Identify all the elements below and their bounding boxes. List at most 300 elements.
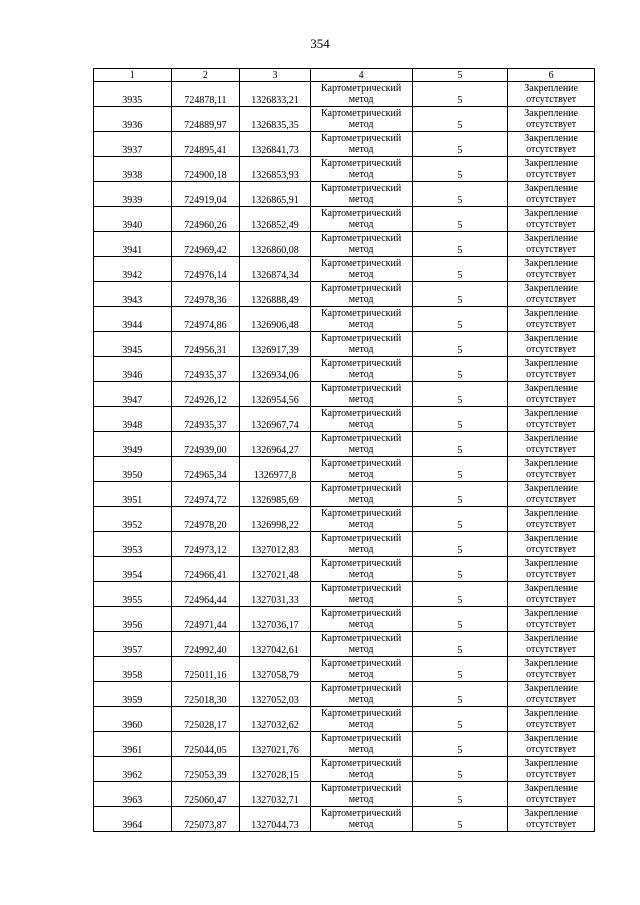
fixing-line-1: Закрепление xyxy=(524,558,578,569)
fixing-line-1: Закрепление xyxy=(524,633,578,644)
y-coordinate-cell: 1327021,48 xyxy=(240,557,311,582)
fixing-cell xyxy=(508,182,595,207)
y-coordinate-cell: 1326860,08 xyxy=(240,232,311,257)
y-coordinate-cell: 1326835,35 xyxy=(240,107,311,132)
x-coordinate-cell: 725028,17 xyxy=(171,707,240,732)
fixing-cell xyxy=(508,157,595,182)
x-coordinate-cell: 724976,14 xyxy=(171,257,240,282)
method-cell xyxy=(310,632,412,657)
fixing-line-1: Закрепление xyxy=(524,758,578,769)
fixing-cell xyxy=(508,232,595,257)
accuracy-cell: 5 xyxy=(412,357,508,382)
x-coordinate-cell: 724969,42 xyxy=(171,232,240,257)
method-cell xyxy=(310,782,412,807)
method-cell xyxy=(310,307,412,332)
x-coordinate-cell: 724935,37 xyxy=(171,357,240,382)
table-row xyxy=(94,382,595,407)
y-coordinate-cell: 1327044,73 xyxy=(240,807,311,832)
method-line-1: Картометрический xyxy=(321,608,402,619)
y-coordinate-cell: 1326985,69 xyxy=(240,482,311,507)
method-line-1: Картометрический xyxy=(321,358,402,369)
fixing-line-1: Закрепление xyxy=(524,583,578,594)
point-number-cell: 3950 xyxy=(94,457,172,482)
accuracy-cell: 5 xyxy=(412,132,508,157)
fixing-cell xyxy=(508,757,595,782)
fixing-line-1: Закрепление xyxy=(524,108,578,119)
column-header-5: 5 xyxy=(412,69,508,82)
fixing-line-2: отсутствует xyxy=(526,269,577,280)
x-coordinate-cell: 724992,40 xyxy=(171,632,240,657)
method-line-2: метод xyxy=(348,119,374,130)
method-line-2: метод xyxy=(348,719,374,730)
method-cell xyxy=(310,157,412,182)
fixing-line-2: отсутствует xyxy=(526,569,577,580)
x-coordinate-cell: 724878,11 xyxy=(171,82,240,107)
table-row xyxy=(94,357,595,382)
fixing-line-2: отсутствует xyxy=(526,644,577,655)
fixing-cell xyxy=(508,307,595,332)
fixing-line-2: отсутствует xyxy=(526,444,577,455)
accuracy-cell: 5 xyxy=(412,207,508,232)
method-line-1: Картометрический xyxy=(321,133,402,144)
accuracy-cell: 5 xyxy=(412,632,508,657)
point-number-cell: 3949 xyxy=(94,432,172,457)
fixing-line-1: Закрепление xyxy=(524,458,578,469)
accuracy-cell: 5 xyxy=(412,257,508,282)
fixing-cell xyxy=(508,332,595,357)
accuracy-cell: 5 xyxy=(412,582,508,607)
table-row xyxy=(94,82,595,107)
x-coordinate-cell: 724974,72 xyxy=(171,482,240,507)
y-coordinate-cell: 1327031,33 xyxy=(240,582,311,607)
fixing-line-2: отсутствует xyxy=(526,719,577,730)
fixing-line-2: отсутствует xyxy=(526,219,577,230)
accuracy-cell: 5 xyxy=(412,682,508,707)
accuracy-cell: 5 xyxy=(412,107,508,132)
x-coordinate-cell: 724978,20 xyxy=(171,507,240,532)
point-number-cell: 3964 xyxy=(94,807,172,832)
table-row xyxy=(94,782,595,807)
table-row xyxy=(94,757,595,782)
point-number-cell: 3951 xyxy=(94,482,172,507)
fixing-line-1: Закрепление xyxy=(524,483,578,494)
table-row xyxy=(94,207,595,232)
fixing-line-2: отсутствует xyxy=(526,619,577,630)
method-line-2: метод xyxy=(348,644,374,655)
method-line-2: метод xyxy=(348,219,374,230)
y-coordinate-cell: 1326934,06 xyxy=(240,357,311,382)
y-coordinate-cell: 1326977,8 xyxy=(240,457,311,482)
column-header-2: 2 xyxy=(171,69,240,82)
point-number-cell: 3935 xyxy=(94,82,172,107)
point-number-cell: 3957 xyxy=(94,632,172,657)
method-cell xyxy=(310,432,412,457)
method-line-1: Картометрический xyxy=(321,733,402,744)
y-coordinate-cell: 1327021,76 xyxy=(240,732,311,757)
method-cell xyxy=(310,682,412,707)
method-line-1: Картометрический xyxy=(321,458,402,469)
fixing-line-2: отсутствует xyxy=(526,519,577,530)
method-line-1: Картометрический xyxy=(321,258,402,269)
table-row xyxy=(94,157,595,182)
fixing-line-2: отсутствует xyxy=(526,494,577,505)
method-line-2: метод xyxy=(348,194,374,205)
method-line-2: метод xyxy=(348,244,374,255)
fixing-line-2: отсутствует xyxy=(526,319,577,330)
method-cell xyxy=(310,382,412,407)
fixing-cell xyxy=(508,532,595,557)
y-coordinate-cell: 1327028,15 xyxy=(240,757,311,782)
method-line-2: метод xyxy=(348,169,374,180)
method-cell xyxy=(310,607,412,632)
point-number-cell: 3954 xyxy=(94,557,172,582)
fixing-cell xyxy=(508,457,595,482)
table-row xyxy=(94,407,595,432)
table-row xyxy=(94,807,595,832)
fixing-line-2: отсутствует xyxy=(526,544,577,555)
x-coordinate-cell: 725073,87 xyxy=(171,807,240,832)
x-coordinate-cell: 724956,31 xyxy=(171,332,240,357)
accuracy-cell: 5 xyxy=(412,407,508,432)
method-line-1: Картометрический xyxy=(321,108,402,119)
method-cell xyxy=(310,582,412,607)
point-number-cell: 3936 xyxy=(94,107,172,132)
method-cell xyxy=(310,732,412,757)
y-coordinate-cell: 1327042,61 xyxy=(240,632,311,657)
table-row xyxy=(94,282,595,307)
method-line-1: Картометрический xyxy=(321,558,402,569)
method-line-2: метод xyxy=(348,444,374,455)
table-row xyxy=(94,182,595,207)
point-number-cell: 3943 xyxy=(94,282,172,307)
point-number-cell: 3959 xyxy=(94,682,172,707)
fixing-cell xyxy=(508,582,595,607)
method-line-1: Картометрический xyxy=(321,508,402,519)
method-line-1: Картометрический xyxy=(321,633,402,644)
fixing-cell xyxy=(508,482,595,507)
table-row xyxy=(94,457,595,482)
method-line-1: Картометрический xyxy=(321,683,402,694)
x-coordinate-cell: 724965,34 xyxy=(171,457,240,482)
x-coordinate-cell: 724964,44 xyxy=(171,582,240,607)
point-number-cell: 3947 xyxy=(94,382,172,407)
fixing-line-1: Закрепление xyxy=(524,733,578,744)
column-header-1: 1 xyxy=(94,69,172,82)
method-cell xyxy=(310,282,412,307)
x-coordinate-cell: 724960,26 xyxy=(171,207,240,232)
fixing-line-2: отсутствует xyxy=(526,294,577,305)
method-line-1: Картометрический xyxy=(321,208,402,219)
fixing-cell xyxy=(508,782,595,807)
method-line-1: Картометрический xyxy=(321,758,402,769)
table-row xyxy=(94,132,595,157)
accuracy-cell: 5 xyxy=(412,807,508,832)
fixing-line-2: отсутствует xyxy=(526,394,577,405)
y-coordinate-cell: 1326874,34 xyxy=(240,257,311,282)
table-body xyxy=(94,82,595,832)
fixing-cell xyxy=(508,807,595,832)
accuracy-cell: 5 xyxy=(412,432,508,457)
table-row xyxy=(94,307,595,332)
table-row xyxy=(94,682,595,707)
method-line-2: метод xyxy=(348,269,374,280)
fixing-cell xyxy=(508,607,595,632)
accuracy-cell: 5 xyxy=(412,557,508,582)
method-cell xyxy=(310,82,412,107)
fixing-line-1: Закрепление xyxy=(524,333,578,344)
x-coordinate-cell: 725044,05 xyxy=(171,732,240,757)
method-line-2: метод xyxy=(348,569,374,580)
table-row xyxy=(94,532,595,557)
accuracy-cell: 5 xyxy=(412,182,508,207)
accuracy-cell: 5 xyxy=(412,607,508,632)
coordinates-table xyxy=(93,68,595,832)
accuracy-cell: 5 xyxy=(412,782,508,807)
table-row xyxy=(94,332,595,357)
y-coordinate-cell: 1327032,71 xyxy=(240,782,311,807)
fixing-cell xyxy=(508,657,595,682)
fixing-line-2: отсутствует xyxy=(526,669,577,680)
fixing-line-2: отсутствует xyxy=(526,344,577,355)
fixing-cell xyxy=(508,557,595,582)
y-coordinate-cell: 1327036,17 xyxy=(240,607,311,632)
method-cell xyxy=(310,557,412,582)
method-line-2: метод xyxy=(348,794,374,805)
y-coordinate-cell: 1326906,48 xyxy=(240,307,311,332)
y-coordinate-cell: 1326853,93 xyxy=(240,157,311,182)
fixing-line-1: Закрепление xyxy=(524,283,578,294)
fixing-line-1: Закрепление xyxy=(524,358,578,369)
fixing-line-2: отсутствует xyxy=(526,169,577,180)
y-coordinate-cell: 1327058,79 xyxy=(240,657,311,682)
y-coordinate-cell: 1326967,74 xyxy=(240,407,311,432)
x-coordinate-cell: 724939,00 xyxy=(171,432,240,457)
x-coordinate-cell: 724973,12 xyxy=(171,532,240,557)
column-header-4: 4 xyxy=(310,69,412,82)
method-line-2: метод xyxy=(348,94,374,105)
x-coordinate-cell: 725018,30 xyxy=(171,682,240,707)
method-line-1: Картометрический xyxy=(321,183,402,194)
x-coordinate-cell: 724974,86 xyxy=(171,307,240,332)
point-number-cell: 3945 xyxy=(94,332,172,357)
method-line-1: Картометрический xyxy=(321,483,402,494)
method-line-1: Картометрический xyxy=(321,408,402,419)
method-line-2: метод xyxy=(348,669,374,680)
method-line-2: метод xyxy=(348,319,374,330)
table-row xyxy=(94,707,595,732)
fixing-line-1: Закрепление xyxy=(524,608,578,619)
method-line-2: метод xyxy=(348,394,374,405)
method-cell xyxy=(310,107,412,132)
method-cell xyxy=(310,532,412,557)
table-row xyxy=(94,732,595,757)
method-cell xyxy=(310,407,412,432)
method-cell xyxy=(310,757,412,782)
fixing-line-2: отсутствует xyxy=(526,119,577,130)
y-coordinate-cell: 1326833,21 xyxy=(240,82,311,107)
point-number-cell: 3952 xyxy=(94,507,172,532)
y-coordinate-cell: 1327012,83 xyxy=(240,532,311,557)
method-line-1: Картометрический xyxy=(321,783,402,794)
y-coordinate-cell: 1326852,49 xyxy=(240,207,311,232)
method-cell xyxy=(310,332,412,357)
method-line-1: Картометрический xyxy=(321,383,402,394)
fixing-cell xyxy=(508,707,595,732)
method-line-2: метод xyxy=(348,819,374,830)
y-coordinate-cell: 1326888,49 xyxy=(240,282,311,307)
accuracy-cell: 5 xyxy=(412,232,508,257)
method-cell xyxy=(310,657,412,682)
method-line-2: метод xyxy=(348,369,374,380)
fixing-cell xyxy=(508,282,595,307)
method-cell xyxy=(310,357,412,382)
point-number-cell: 3948 xyxy=(94,407,172,432)
method-line-1: Картометрический xyxy=(321,308,402,319)
fixing-line-2: отсутствует xyxy=(526,94,577,105)
accuracy-cell: 5 xyxy=(412,457,508,482)
table-row xyxy=(94,507,595,532)
point-number-cell: 3938 xyxy=(94,157,172,182)
fixing-line-1: Закрепление xyxy=(524,158,578,169)
y-coordinate-cell: 1327052,03 xyxy=(240,682,311,707)
method-cell xyxy=(310,457,412,482)
point-number-cell: 3940 xyxy=(94,207,172,232)
fixing-line-2: отсутствует xyxy=(526,194,577,205)
x-coordinate-cell: 724971,44 xyxy=(171,607,240,632)
x-coordinate-cell: 724919,04 xyxy=(171,182,240,207)
method-cell xyxy=(310,182,412,207)
page-number: 354 xyxy=(310,36,330,51)
fixing-cell xyxy=(508,682,595,707)
method-cell xyxy=(310,482,412,507)
method-line-1: Картометрический xyxy=(321,233,402,244)
fixing-line-2: отсутствует xyxy=(526,244,577,255)
header-row xyxy=(94,69,595,82)
fixing-line-1: Закрепление xyxy=(524,83,578,94)
x-coordinate-cell: 724966,41 xyxy=(171,557,240,582)
method-cell xyxy=(310,132,412,157)
method-line-1: Картометрический xyxy=(321,158,402,169)
table-row xyxy=(94,432,595,457)
fixing-line-1: Закрепление xyxy=(524,308,578,319)
method-cell xyxy=(310,232,412,257)
x-coordinate-cell: 724895,41 xyxy=(171,132,240,157)
fixing-line-1: Закрепление xyxy=(524,433,578,444)
method-line-1: Картометрический xyxy=(321,433,402,444)
fixing-cell xyxy=(508,632,595,657)
method-line-2: метод xyxy=(348,544,374,555)
column-header-6: 6 xyxy=(508,69,595,82)
accuracy-cell: 5 xyxy=(412,707,508,732)
method-line-1: Картометрический xyxy=(321,533,402,544)
table-row xyxy=(94,632,595,657)
method-line-2: метод xyxy=(348,419,374,430)
method-line-1: Картометрический xyxy=(321,658,402,669)
fixing-line-1: Закрепление xyxy=(524,233,578,244)
accuracy-cell: 5 xyxy=(412,157,508,182)
point-number-cell: 3937 xyxy=(94,132,172,157)
fixing-cell xyxy=(508,257,595,282)
fixing-line-2: отсутствует xyxy=(526,694,577,705)
y-coordinate-cell: 1327032,62 xyxy=(240,707,311,732)
method-line-1: Картометрический xyxy=(321,583,402,594)
method-line-2: метод xyxy=(348,769,374,780)
accuracy-cell: 5 xyxy=(412,307,508,332)
point-number-cell: 3944 xyxy=(94,307,172,332)
point-number-cell: 3961 xyxy=(94,732,172,757)
point-number-cell: 3942 xyxy=(94,257,172,282)
method-line-2: метод xyxy=(348,619,374,630)
fixing-cell xyxy=(508,732,595,757)
table-header xyxy=(94,69,595,82)
point-number-cell: 3958 xyxy=(94,657,172,682)
fixing-line-1: Закрепление xyxy=(524,133,578,144)
accuracy-cell: 5 xyxy=(412,382,508,407)
method-line-2: метод xyxy=(348,694,374,705)
x-coordinate-cell: 724935,37 xyxy=(171,407,240,432)
y-coordinate-cell: 1326998,22 xyxy=(240,507,311,532)
fixing-cell xyxy=(508,407,595,432)
fixing-line-1: Закрепление xyxy=(524,658,578,669)
method-line-2: метод xyxy=(348,344,374,355)
fixing-cell xyxy=(508,382,595,407)
fixing-line-1: Закрепление xyxy=(524,508,578,519)
point-number-cell: 3955 xyxy=(94,582,172,607)
fixing-line-1: Закрепление xyxy=(524,683,578,694)
fixing-line-1: Закрепление xyxy=(524,408,578,419)
x-coordinate-cell: 725011,16 xyxy=(171,657,240,682)
point-number-cell: 3962 xyxy=(94,757,172,782)
x-coordinate-cell: 724926,12 xyxy=(171,382,240,407)
fixing-line-1: Закрепление xyxy=(524,808,578,819)
method-line-1: Картометрический xyxy=(321,808,402,819)
method-cell xyxy=(310,257,412,282)
x-coordinate-cell: 724889,97 xyxy=(171,107,240,132)
fixing-line-1: Закрепление xyxy=(524,708,578,719)
fixing-line-1: Закрепление xyxy=(524,533,578,544)
method-cell xyxy=(310,807,412,832)
method-line-1: Картометрический xyxy=(321,83,402,94)
fixing-cell xyxy=(508,107,595,132)
method-line-1: Картометрический xyxy=(321,333,402,344)
method-line-2: метод xyxy=(348,144,374,155)
fixing-cell xyxy=(508,507,595,532)
y-coordinate-cell: 1326964,27 xyxy=(240,432,311,457)
point-number-cell: 3953 xyxy=(94,532,172,557)
fixing-line-2: отсутствует xyxy=(526,794,577,805)
method-line-1: Картометрический xyxy=(321,708,402,719)
point-number-cell: 3946 xyxy=(94,357,172,382)
method-cell xyxy=(310,707,412,732)
method-line-2: метод xyxy=(348,744,374,755)
x-coordinate-cell: 725060,47 xyxy=(171,782,240,807)
fixing-line-1: Закрепление xyxy=(524,208,578,219)
fixing-line-2: отсутствует xyxy=(526,369,577,380)
fixing-line-1: Закрепление xyxy=(524,783,578,794)
fixing-line-2: отсутствует xyxy=(526,594,577,605)
fixing-cell xyxy=(508,357,595,382)
table-row xyxy=(94,257,595,282)
point-number-cell: 3956 xyxy=(94,607,172,632)
fixing-cell xyxy=(508,132,595,157)
accuracy-cell: 5 xyxy=(412,757,508,782)
accuracy-cell: 5 xyxy=(412,482,508,507)
table-row xyxy=(94,607,595,632)
fixing-line-2: отсутствует xyxy=(526,419,577,430)
fixing-line-1: Закрепление xyxy=(524,258,578,269)
y-coordinate-cell: 1326954,56 xyxy=(240,382,311,407)
accuracy-cell: 5 xyxy=(412,532,508,557)
